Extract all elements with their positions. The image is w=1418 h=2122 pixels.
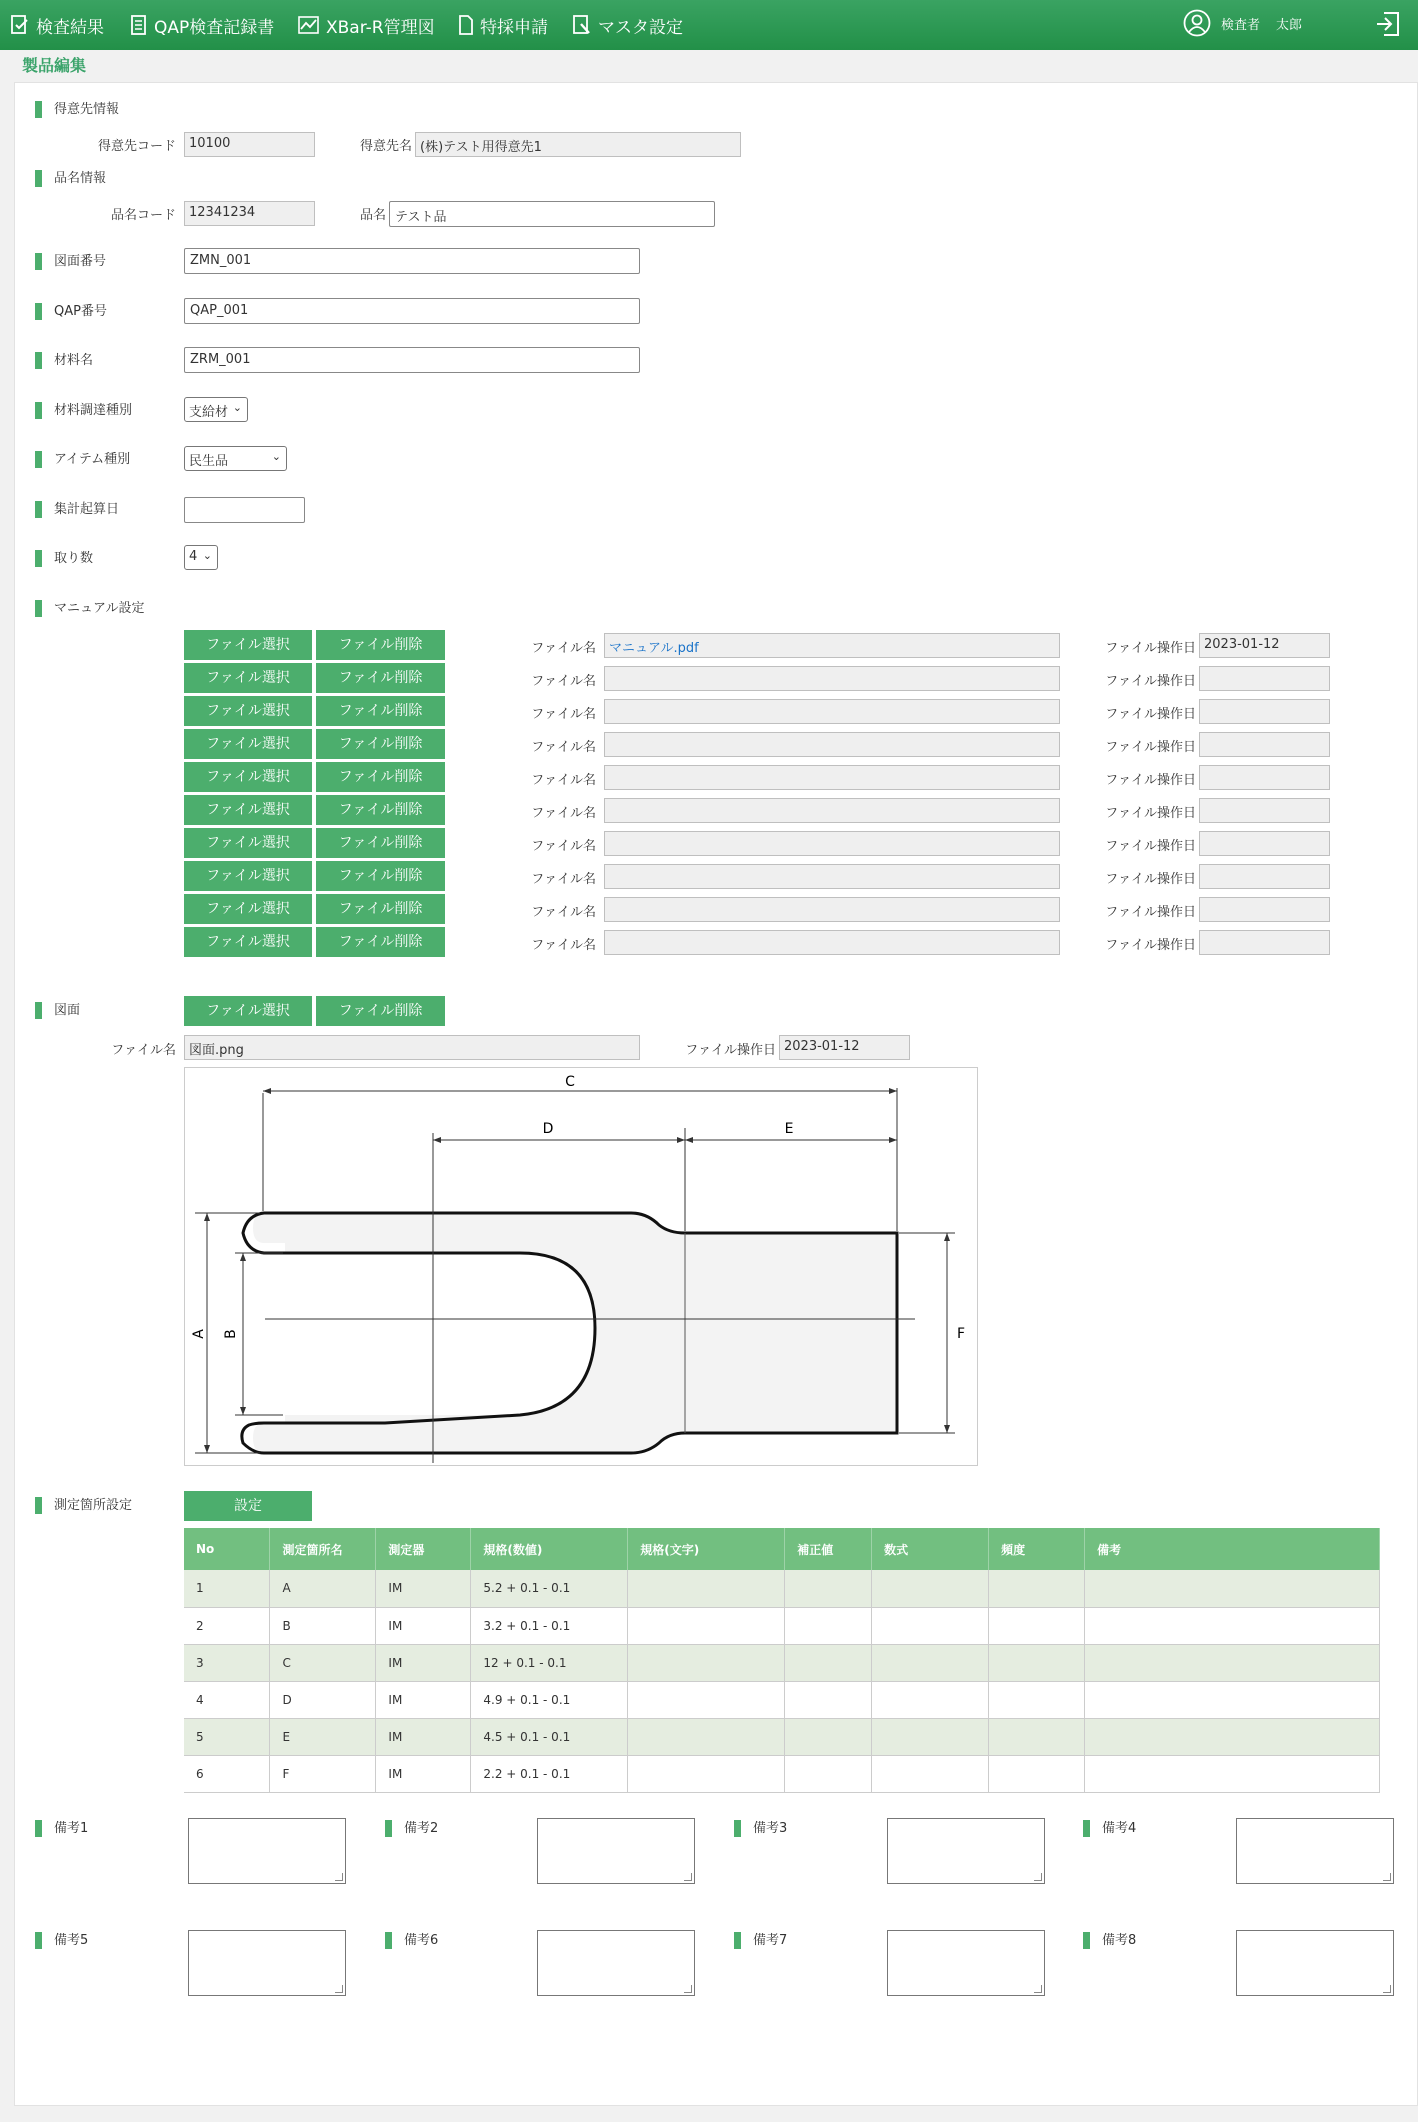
table-header-cell: 測定器 [376, 1528, 471, 1570]
nav-label: XBar-R管理図 [326, 17, 435, 38]
manual-date-label: ファイル操作日 [1105, 872, 1196, 887]
manual-file-delete-button[interactable]: ファイル削除 [316, 729, 445, 759]
table-cell: 4 [184, 1681, 270, 1718]
section-manual: マニュアル設定 [35, 600, 144, 617]
table-cell [628, 1644, 785, 1681]
table-header-cell: 備考 [1085, 1528, 1380, 1570]
manual-file-delete-button[interactable]: ファイル削除 [316, 894, 445, 924]
chevron-down-icon: ⌄ [202, 549, 212, 562]
page-title: 製品編集 [22, 56, 87, 75]
table-cell [628, 1718, 785, 1755]
table-header-cell: 数式 [872, 1528, 989, 1570]
manual-filename-label: ファイル名 [531, 641, 596, 656]
chevron-down-icon: ⌄ [271, 450, 281, 463]
manual-filename-label: ファイル名 [531, 674, 596, 689]
product-name-input[interactable]: テスト品 [389, 201, 715, 227]
figure-filename-label: ファイル名 [111, 1043, 176, 1058]
table-cell [1085, 1718, 1380, 1755]
table-cell: 4.5 + 0.1 - 0.1 [471, 1718, 628, 1755]
remark-label-8: 備考8 [1083, 1932, 1136, 1949]
figure-file-delete-button[interactable]: ファイル削除 [316, 996, 445, 1026]
remark-label-4: 備考4 [1083, 1820, 1136, 1837]
nav-qap-record[interactable] [130, 12, 274, 38]
dimension-label: D [542, 1121, 554, 1137]
manual-date-label: ファイル操作日 [1105, 740, 1196, 755]
remark-textarea-5[interactable] [188, 1930, 346, 1996]
table-header-cell: 補正値 [785, 1528, 872, 1570]
manual-filename-label: ファイル名 [531, 806, 596, 821]
dimension-label: B [223, 1329, 239, 1339]
manual-file-delete-button[interactable]: ファイル削除 [316, 663, 445, 693]
manual-file-select-button[interactable]: ファイル選択 [184, 696, 312, 726]
user-info[interactable] [1183, 9, 1302, 37]
table-cell: 5.2 + 0.1 - 0.1 [471, 1570, 628, 1607]
manual-file-select-button[interactable]: ファイル選択 [184, 630, 312, 660]
manual-filename-field [604, 699, 1060, 724]
nav-label: 特採申請 [480, 17, 548, 38]
table-header-cell: 測定箇所名 [270, 1528, 376, 1570]
table-cell [872, 1718, 989, 1755]
table-cell: IM [376, 1755, 471, 1792]
user-name: 太郎 [1276, 17, 1303, 33]
manual-file-select-button[interactable]: ファイル選択 [184, 927, 312, 957]
table-cell [989, 1755, 1085, 1792]
nav-xbar-chart[interactable] [298, 12, 435, 38]
table-cell: 1 [184, 1570, 270, 1607]
product-name-label: 品名 [359, 208, 386, 223]
table-row[interactable] [184, 1644, 1380, 1681]
table-cell: E [270, 1718, 376, 1755]
chevron-down-icon: ⌄ [232, 401, 242, 414]
manual-date-field [1199, 699, 1330, 724]
manual-file-delete-button[interactable]: ファイル削除 [316, 795, 445, 825]
table-header-cell: No [184, 1528, 270, 1570]
table-cell [1085, 1570, 1380, 1607]
material-type-label: 材料調達種別 [35, 402, 132, 419]
table-cell: IM [376, 1570, 471, 1607]
manual-date-label: ファイル操作日 [1105, 773, 1196, 788]
manual-filename-field [604, 897, 1060, 922]
manual-file-select-button[interactable]: ファイル選択 [184, 663, 312, 693]
manual-date-field [1199, 831, 1330, 856]
table-cell [1085, 1681, 1380, 1718]
manual-date-label: ファイル操作日 [1105, 938, 1196, 953]
table-cell: 4.9 + 0.1 - 0.1 [471, 1681, 628, 1718]
figure-filename-field: 図面.png [184, 1035, 640, 1060]
remark-textarea-2[interactable] [537, 1818, 695, 1884]
table-row[interactable] [184, 1570, 1380, 1607]
select-value: 民生品 [189, 454, 229, 469]
product-code-field: 12341234 [184, 201, 315, 226]
remark-label-7: 備考7 [734, 1932, 787, 1949]
line-chart-icon [298, 15, 320, 35]
manual-date-field [1199, 732, 1330, 757]
customer-code-field: 10100 [184, 132, 315, 157]
table-header-cell: 規格(数値) [471, 1528, 628, 1570]
manual-file-select-button[interactable]: ファイル選択 [184, 828, 312, 858]
manual-date-field [1199, 666, 1330, 691]
customer-name-field: (株)テスト用得意先1 [415, 132, 741, 157]
table-cell [628, 1570, 785, 1607]
manual-file-delete-button[interactable]: ファイル削除 [316, 861, 445, 891]
remark-label-6: 備考6 [385, 1932, 438, 1949]
manual-date-label: ファイル操作日 [1105, 905, 1196, 920]
list-document-icon [130, 14, 148, 36]
remark-label-5: 備考5 [35, 1932, 88, 1949]
item-type-label: アイテム種別 [35, 451, 130, 468]
dimension-label: C [565, 1074, 575, 1090]
select-value: 4 [189, 549, 198, 564]
table-header-row [184, 1528, 1380, 1570]
agg-date-input[interactable] [184, 497, 305, 523]
drawing-no-input[interactable]: ZMN_001 [184, 248, 640, 274]
manual-date-field [1199, 864, 1330, 889]
qap-no-label: QAP番号 [35, 303, 107, 320]
table-cell [872, 1570, 989, 1607]
table-cell [628, 1607, 785, 1644]
material-type-select[interactable] [184, 397, 248, 422]
manual-filename-label: ファイル名 [531, 740, 596, 755]
section-measure: 測定箇所設定 [35, 1497, 132, 1514]
dimension-label: A [191, 1329, 207, 1339]
material-input[interactable]: ZRM_001 [184, 347, 640, 373]
table-cell [872, 1644, 989, 1681]
table-cell: 12 + 0.1 - 0.1 [471, 1644, 628, 1681]
table-cell: IM [376, 1681, 471, 1718]
manual-filename-label: ファイル名 [531, 773, 596, 788]
manual-date-label: ファイル操作日 [1105, 839, 1196, 854]
table-header-cell: 頻度 [989, 1528, 1085, 1570]
figure-date-field: 2023-01-12 [779, 1035, 910, 1060]
table-cell: D [270, 1681, 376, 1718]
dimension-label: E [784, 1121, 794, 1137]
table-cell: 6 [184, 1755, 270, 1792]
table-header-cell: 規格(文字) [628, 1528, 785, 1570]
table-cell: F [270, 1755, 376, 1792]
table-cell [989, 1644, 1085, 1681]
table-cell: 3.2 + 0.1 - 0.1 [471, 1607, 628, 1644]
manual-filename-field [604, 831, 1060, 856]
nav-label: QAP検査記録書 [154, 17, 275, 38]
table-cell: 2.2 + 0.1 - 0.1 [471, 1755, 628, 1792]
manual-filename-field [604, 765, 1060, 790]
nav-special-request[interactable] [458, 12, 548, 38]
section-customer: 得意先情報 [35, 101, 119, 118]
nav-inspection-results[interactable] [10, 12, 104, 38]
manual-filename-field [604, 732, 1060, 757]
manual-date-field [1199, 798, 1330, 823]
drawing-no-label: 図面番号 [35, 253, 106, 270]
figure-file-select-button[interactable]: ファイル選択 [184, 996, 312, 1026]
table-cell [785, 1681, 872, 1718]
manual-filename-label: ファイル名 [531, 707, 596, 722]
table-cell [989, 1681, 1085, 1718]
item-type-select[interactable] [184, 446, 287, 471]
remark-textarea-8[interactable] [1236, 1930, 1394, 1996]
manual-date-field [1199, 897, 1330, 922]
remark-textarea-7[interactable] [887, 1930, 1045, 1996]
manual-date-label: ファイル操作日 [1105, 707, 1196, 722]
manual-file-select-button[interactable]: ファイル選択 [184, 762, 312, 792]
table-cell [872, 1681, 989, 1718]
manual-filename-label: ファイル名 [531, 938, 596, 953]
manual-filename-field [604, 633, 1060, 658]
table-cell: IM [376, 1644, 471, 1681]
table-cell [989, 1718, 1085, 1755]
user-role: 検査者 [1221, 17, 1261, 33]
measure-settings-button[interactable]: 設定 [184, 1491, 312, 1521]
take-count-label: 取り数 [35, 550, 93, 567]
remark-label-3: 備考3 [734, 1820, 787, 1837]
table-cell [872, 1755, 989, 1792]
table-cell: A [270, 1570, 376, 1607]
manual-file-select-button[interactable]: ファイル選択 [184, 795, 312, 825]
table-row[interactable] [184, 1718, 1380, 1755]
table-cell: 5 [184, 1718, 270, 1755]
table-cell [785, 1570, 872, 1607]
manual-file-select-button[interactable]: ファイル選択 [184, 861, 312, 891]
manual-date-label: ファイル操作日 [1105, 641, 1196, 656]
manual-file-delete-button[interactable]: ファイル削除 [316, 828, 445, 858]
table-cell [989, 1570, 1085, 1607]
manual-file-select-button[interactable]: ファイル選択 [184, 729, 312, 759]
agg-date-label: 集計起算日 [35, 501, 119, 518]
file-icon [458, 14, 474, 36]
table-cell: C [270, 1644, 376, 1681]
table-cell [1085, 1755, 1380, 1792]
table-cell: IM [376, 1718, 471, 1755]
table-cell [628, 1681, 785, 1718]
check-document-icon [10, 14, 30, 36]
table-cell: IM [376, 1607, 471, 1644]
take-count-select[interactable] [184, 545, 218, 570]
manual-date-field [1199, 765, 1330, 790]
section-product: 品名情報 [35, 170, 106, 187]
figure-date-label: ファイル操作日 [685, 1043, 776, 1058]
remark-textarea-6[interactable] [537, 1930, 695, 1996]
customer-name-label: 得意先名 [359, 139, 412, 154]
remark-textarea-1[interactable] [188, 1818, 346, 1884]
part-drawing-image [184, 1067, 978, 1466]
table-row[interactable] [184, 1607, 1380, 1644]
table-cell [785, 1718, 872, 1755]
remark-textarea-4[interactable] [1236, 1818, 1394, 1884]
table-cell: 3 [184, 1644, 270, 1681]
product-code-label: 品名コード [110, 208, 176, 223]
qap-no-input[interactable]: QAP_001 [184, 298, 640, 324]
table-cell: 2 [184, 1607, 270, 1644]
user-avatar-icon [1183, 9, 1211, 37]
table-cell [1085, 1644, 1380, 1681]
logout-icon[interactable] [1374, 9, 1404, 43]
table-cell [785, 1755, 872, 1792]
manual-date-field [1199, 930, 1330, 955]
manual-file-link[interactable]: マニュアル.pdf [609, 641, 699, 656]
manual-file-delete-button[interactable]: ファイル削除 [316, 630, 445, 660]
section-figure: 図面 [35, 1002, 80, 1019]
manual-filename-field [604, 798, 1060, 823]
top-navigation-bar [0, 0, 1418, 50]
manual-filename-field [604, 666, 1060, 691]
dimension-label: F [957, 1326, 966, 1342]
table-cell [785, 1644, 872, 1681]
measure-table [184, 1528, 1380, 1781]
remark-label-1: 備考1 [35, 1820, 88, 1837]
nav-label: マスタ設定 [598, 17, 683, 38]
table-cell: B [270, 1607, 376, 1644]
manual-date-label: ファイル操作日 [1105, 806, 1196, 821]
manual-file-delete-button[interactable]: ファイル削除 [316, 927, 445, 957]
manual-filename-field [604, 930, 1060, 955]
select-value: 支給材 [189, 405, 229, 420]
manual-date-label: ファイル操作日 [1105, 674, 1196, 689]
customer-code-label: 得意先コード [97, 139, 176, 154]
table-row[interactable] [184, 1755, 1380, 1792]
table-cell [989, 1607, 1085, 1644]
table-cell [872, 1607, 989, 1644]
settings-document-icon [572, 14, 592, 36]
nav-master-settings[interactable] [572, 12, 683, 38]
manual-filename-label: ファイル名 [531, 905, 596, 920]
manual-file-select-button[interactable]: ファイル選択 [184, 894, 312, 924]
table-cell [628, 1755, 785, 1792]
manual-filename-label: ファイル名 [531, 839, 596, 854]
table-row[interactable] [184, 1681, 1380, 1718]
remark-textarea-3[interactable] [887, 1818, 1045, 1884]
remark-label-2: 備考2 [385, 1820, 438, 1837]
table-cell [1085, 1607, 1380, 1644]
manual-filename-label: ファイル名 [531, 872, 596, 887]
manual-date-field: 2023-01-12 [1199, 633, 1330, 658]
material-label: 材料名 [35, 352, 93, 369]
manual-file-delete-button[interactable]: ファイル削除 [316, 762, 445, 792]
nav-label: 検査結果 [36, 17, 104, 38]
manual-file-delete-button[interactable]: ファイル削除 [316, 696, 445, 726]
manual-filename-field [604, 864, 1060, 889]
table-cell [785, 1607, 872, 1644]
